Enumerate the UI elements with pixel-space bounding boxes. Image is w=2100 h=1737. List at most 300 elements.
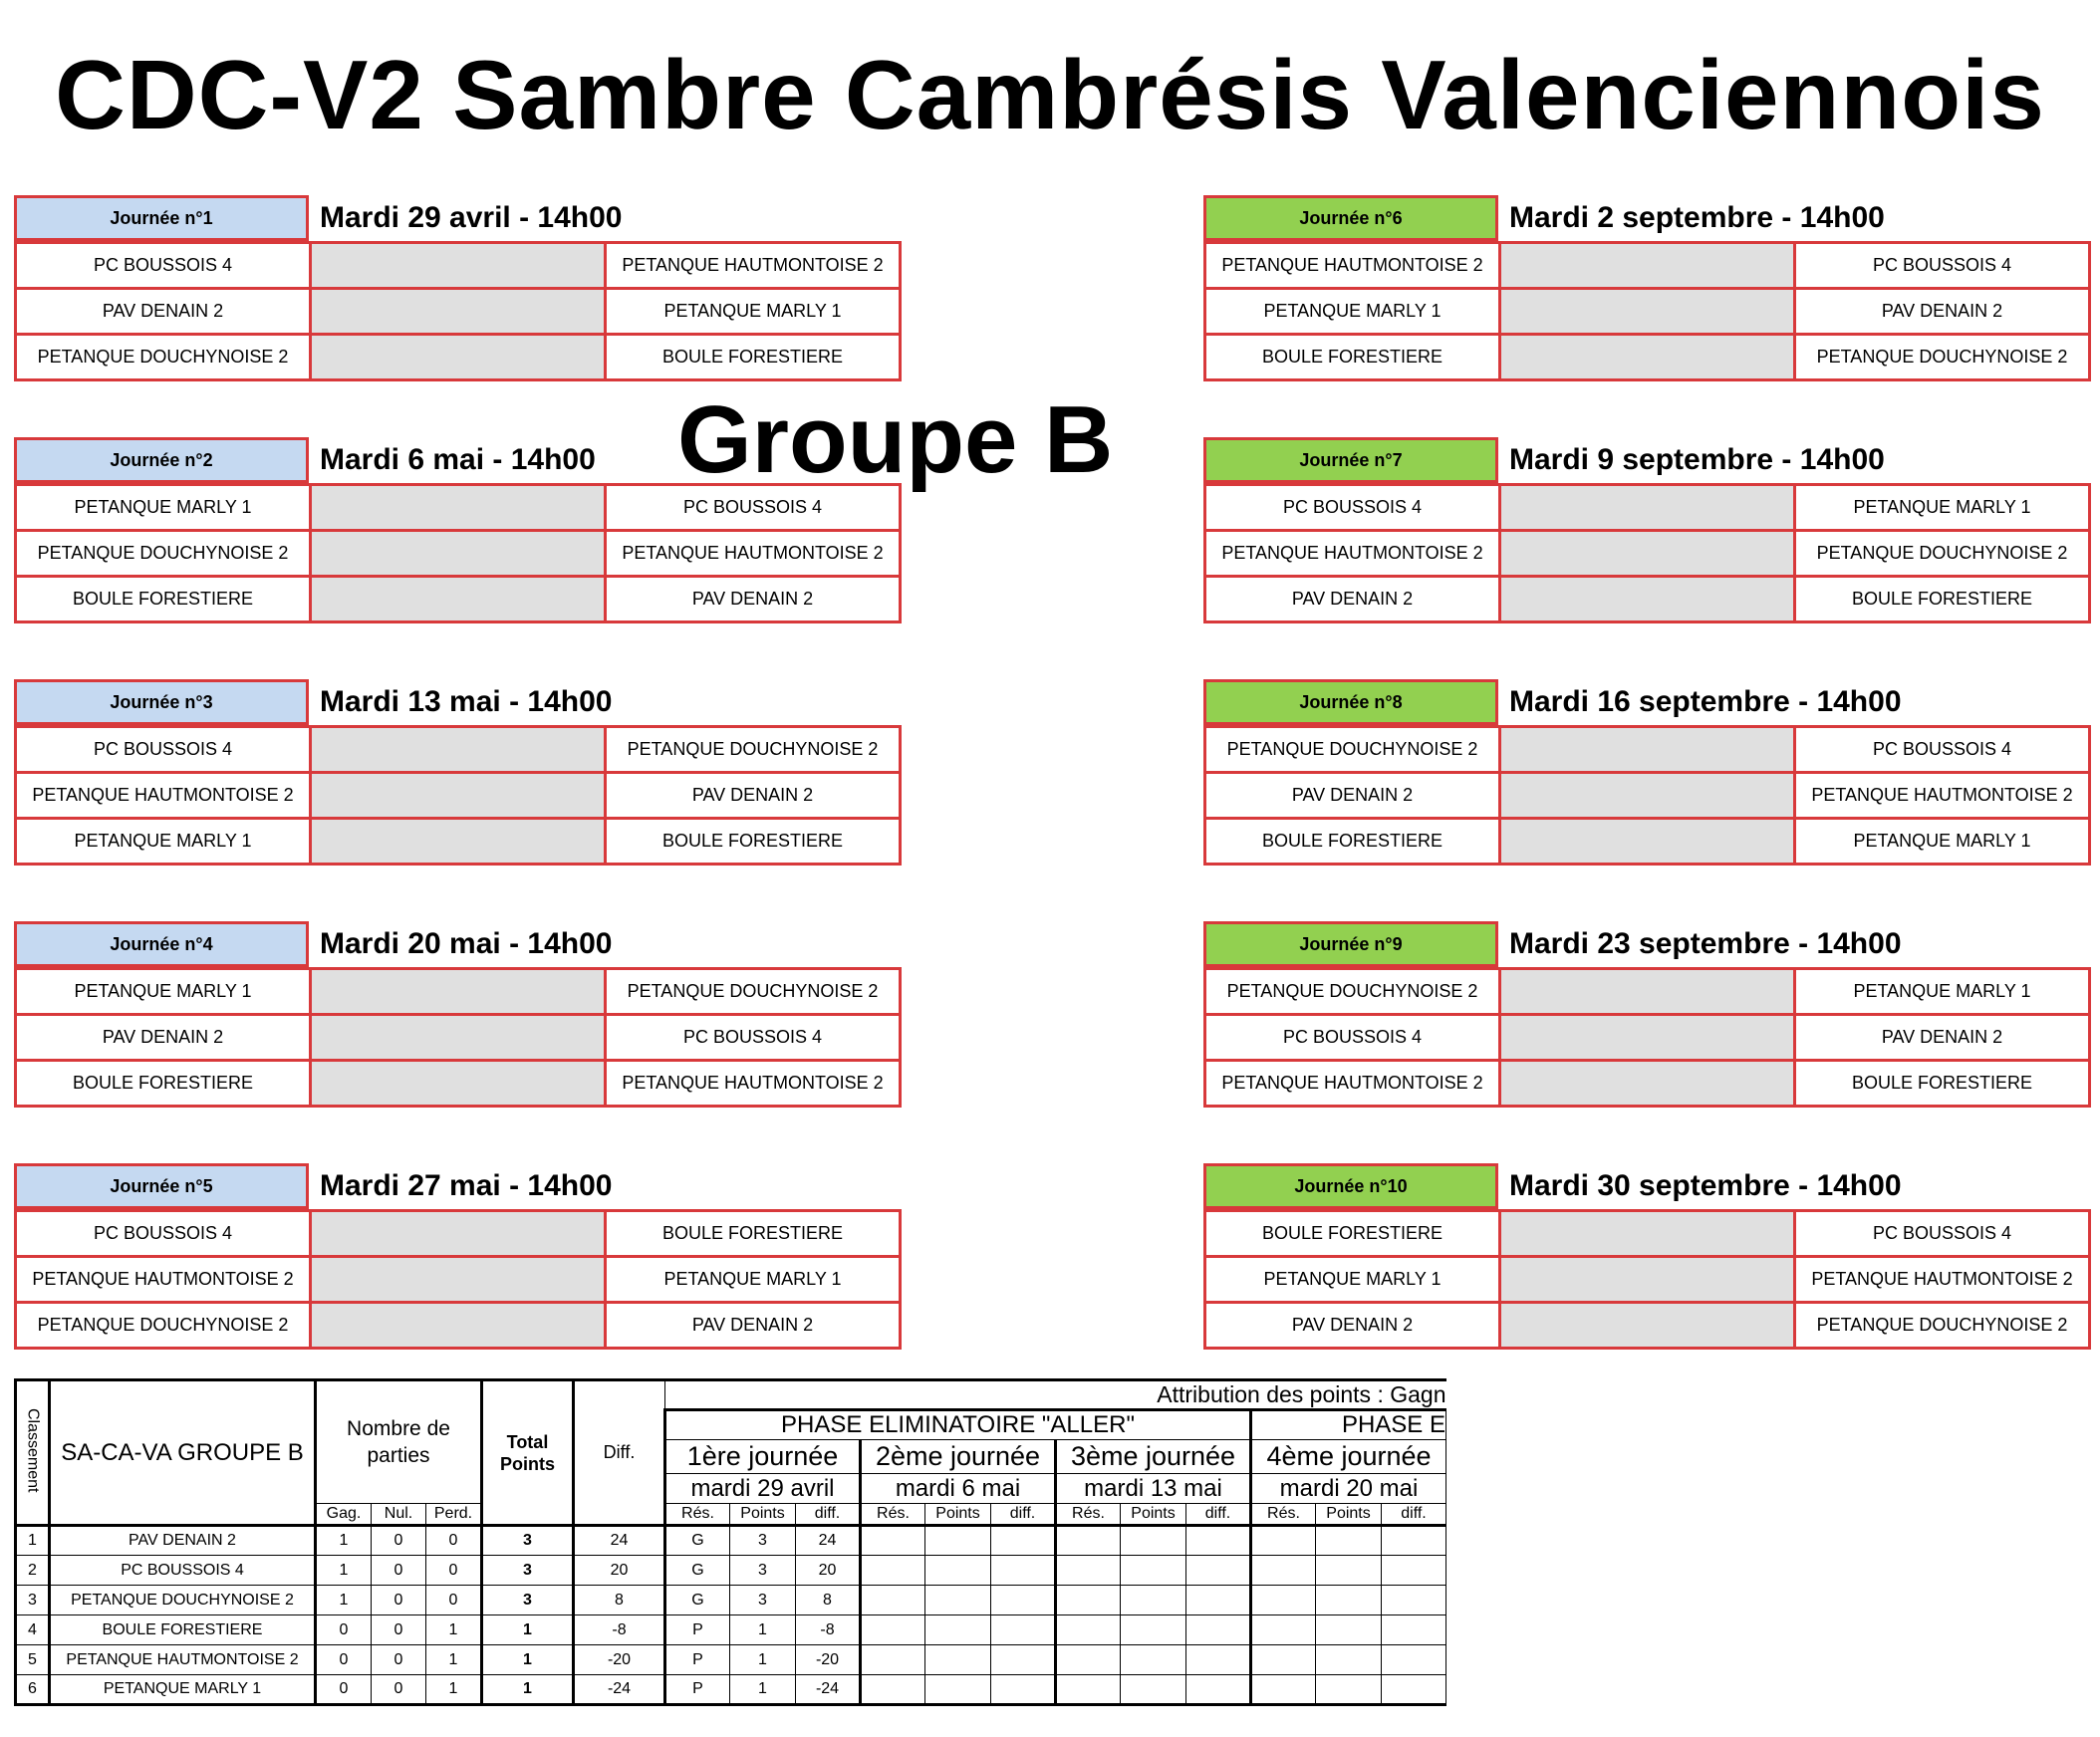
home-team: PC BOUSSOIS 4 — [1205, 485, 1500, 531]
score-cell[interactable] — [311, 1211, 606, 1257]
cell-j2-d — [991, 1675, 1056, 1705]
cell-gag: 0 — [316, 1675, 372, 1705]
home-team: PETANQUE DOUCHYNOISE 2 — [1205, 969, 1500, 1015]
home-team: PAV DENAIN 2 — [1205, 773, 1500, 819]
away-team: PC BOUSSOIS 4 — [1795, 1211, 2090, 1257]
match-day-6 — [1203, 195, 2100, 389]
matches-table — [14, 241, 902, 381]
journee-name-header: 2ème journée — [861, 1440, 1056, 1474]
journee-date-header: mardi 20 mai — [1251, 1474, 1446, 1504]
match-row — [16, 773, 901, 819]
away-team: PETANQUE DOUCHYNOISE 2 — [606, 969, 901, 1015]
journee-date: Mardi 20 mai - 14h00 — [320, 927, 613, 960]
away-team: PAV DENAIN 2 — [1795, 289, 2090, 335]
cell-j3-d — [1186, 1526, 1251, 1556]
cell-j2-pts — [925, 1615, 991, 1645]
match-row — [1205, 531, 2090, 577]
score-cell[interactable] — [1500, 1257, 1795, 1303]
home-team: PETANQUE HAUTMONTOISE 2 — [1205, 531, 1500, 577]
score-cell[interactable] — [311, 335, 606, 380]
journee-label: Journée n°9 — [1203, 921, 1498, 967]
standings-row — [16, 1556, 1446, 1586]
cell-team: PETANQUE HAUTMONTOISE 2 — [50, 1645, 316, 1675]
match-row — [1205, 727, 2090, 773]
cell-team: PC BOUSSOIS 4 — [50, 1556, 316, 1586]
diff-subheader: diff. — [1186, 1504, 1251, 1526]
away-team: PETANQUE DOUCHYNOISE 2 — [1795, 531, 2090, 577]
home-team: BOULE FORESTIERE — [1205, 1211, 1500, 1257]
home-team: PAV DENAIN 2 — [1205, 577, 1500, 622]
journee-label: Journée n°6 — [1203, 195, 1498, 241]
match-row — [16, 1061, 901, 1107]
diff-subheader: diff. — [796, 1504, 861, 1526]
cell-j3-d — [1186, 1675, 1251, 1705]
group-label: Groupe B — [677, 386, 1114, 493]
cell-perd: 1 — [426, 1615, 482, 1645]
cell-perd: 1 — [426, 1645, 482, 1675]
away-team: PC BOUSSOIS 4 — [1795, 727, 2090, 773]
home-team: PAV DENAIN 2 — [16, 289, 311, 335]
cell-j3-res — [1056, 1586, 1121, 1615]
home-team: PETANQUE HAUTMONTOISE 2 — [16, 773, 311, 819]
match-day-5 — [14, 1163, 911, 1358]
away-team: PC BOUSSOIS 4 — [606, 485, 901, 531]
home-team: PC BOUSSOIS 4 — [1205, 1015, 1500, 1061]
cell-rank: 3 — [16, 1586, 50, 1615]
cell-j3-d — [1186, 1615, 1251, 1645]
cell-team: PETANQUE DOUCHYNOISE 2 — [50, 1586, 316, 1615]
away-team: BOULE FORESTIERE — [1795, 1061, 2090, 1107]
score-cell[interactable] — [311, 1061, 606, 1107]
match-row — [1205, 243, 2090, 289]
journee-name-header: 3ème journée — [1056, 1440, 1251, 1474]
away-team: PETANQUE MARLY 1 — [606, 1257, 901, 1303]
cell-j3-pts — [1121, 1526, 1186, 1556]
cell-j2-d — [991, 1645, 1056, 1675]
home-team: PETANQUE HAUTMONTOISE 2 — [1205, 243, 1500, 289]
journee-date-header: mardi 29 avril — [665, 1474, 861, 1504]
score-cell[interactable] — [311, 727, 606, 773]
score-cell[interactable] — [311, 531, 606, 577]
away-team: PAV DENAIN 2 — [606, 577, 901, 622]
cell-nul: 0 — [372, 1645, 426, 1675]
cell-j2-pts — [925, 1586, 991, 1615]
score-cell[interactable] — [311, 969, 606, 1015]
res-subheader: Rés. — [1056, 1504, 1121, 1526]
cell-j3-pts — [1121, 1586, 1186, 1615]
score-cell[interactable] — [311, 1303, 606, 1349]
res-subheader: Rés. — [1251, 1504, 1316, 1526]
away-team: PETANQUE DOUCHYNOISE 2 — [606, 727, 901, 773]
cell-nul: 0 — [372, 1675, 426, 1705]
cell-gag: 1 — [316, 1586, 372, 1615]
cell-total: 1 — [482, 1615, 574, 1645]
cell-total: 3 — [482, 1526, 574, 1556]
cell-team: BOULE FORESTIERE — [50, 1615, 316, 1645]
match-row — [1205, 819, 2090, 865]
cell-total: 1 — [482, 1645, 574, 1675]
away-team: PAV DENAIN 2 — [606, 773, 901, 819]
cell-j3-pts — [1121, 1556, 1186, 1586]
match-row — [1205, 969, 2090, 1015]
score-cell[interactable] — [311, 289, 606, 335]
cell-j4-pts — [1316, 1556, 1382, 1586]
journee-date: Mardi 2 septembre - 14h00 — [1509, 201, 1885, 234]
cell-j1-res: G — [665, 1526, 730, 1556]
away-team: PETANQUE HAUTMONTOISE 2 — [1795, 773, 2090, 819]
score-cell[interactable] — [311, 1015, 606, 1061]
match-row — [1205, 1015, 2090, 1061]
standings-row — [16, 1586, 1446, 1615]
cell-diff: 8 — [574, 1586, 665, 1615]
cell-j4-res — [1251, 1586, 1316, 1615]
match-day-9 — [1203, 921, 2100, 1116]
res-subheader: Rés. — [861, 1504, 925, 1526]
points-subheader: Points — [730, 1504, 796, 1526]
cell-j1-d: 20 — [796, 1556, 861, 1586]
matches-table — [1203, 725, 2091, 866]
phase-aller-header: PHASE ELIMINATOIRE "ALLER" — [665, 1410, 1251, 1440]
cell-gag: 1 — [316, 1526, 372, 1556]
away-team: PETANQUE DOUCHYNOISE 2 — [1795, 335, 2090, 380]
match-day-7 — [1203, 437, 2100, 631]
page-title: CDC-V2 Sambre Cambrésis Valenciennois — [55, 40, 2045, 149]
journee-name-header: 4ème journée — [1251, 1440, 1446, 1474]
cell-j3-pts — [1121, 1675, 1186, 1705]
cell-j2-d — [991, 1556, 1056, 1586]
cell-j2-res — [861, 1526, 925, 1556]
cell-j1-res: P — [665, 1645, 730, 1675]
cell-j2-pts — [925, 1526, 991, 1556]
match-row — [1205, 485, 2090, 531]
score-cell[interactable] — [311, 243, 606, 289]
cell-j1-d: -20 — [796, 1645, 861, 1675]
cell-j1-pts: 3 — [730, 1556, 796, 1586]
matches-table — [14, 725, 902, 866]
cell-j4-d — [1382, 1615, 1446, 1645]
matches-table — [1203, 241, 2091, 381]
match-row — [16, 243, 901, 289]
cell-diff: 24 — [574, 1526, 665, 1556]
score-cell[interactable] — [311, 485, 606, 531]
home-team: PC BOUSSOIS 4 — [16, 727, 311, 773]
journee-date: Mardi 16 septembre - 14h00 — [1509, 685, 1902, 718]
cell-j3-pts — [1121, 1645, 1186, 1675]
cell-gag: 1 — [316, 1556, 372, 1586]
match-row — [16, 335, 901, 380]
matches-table — [14, 1209, 902, 1350]
nul-subheader: Nul. — [372, 1504, 426, 1526]
home-team: PETANQUE DOUCHYNOISE 2 — [16, 531, 311, 577]
cell-rank: 1 — [16, 1526, 50, 1556]
away-team: PETANQUE HAUTMONTOISE 2 — [606, 531, 901, 577]
cell-j1-res: P — [665, 1675, 730, 1705]
away-team: PAV DENAIN 2 — [1795, 1015, 2090, 1061]
cell-rank: 6 — [16, 1675, 50, 1705]
cell-j3-pts — [1121, 1615, 1186, 1645]
match-row — [1205, 1061, 2090, 1107]
match-row — [16, 1211, 901, 1257]
standings-row — [16, 1526, 1446, 1556]
score-cell[interactable] — [1500, 969, 1795, 1015]
match-row — [16, 1015, 901, 1061]
cell-diff: -24 — [574, 1675, 665, 1705]
standings-row — [16, 1675, 1446, 1705]
home-team: BOULE FORESTIERE — [1205, 819, 1500, 865]
match-day-10 — [1203, 1163, 2100, 1358]
journee-label: Journée n°10 — [1203, 1163, 1498, 1209]
away-team: BOULE FORESTIERE — [1795, 577, 2090, 622]
journee-label: Journée n°3 — [14, 679, 309, 725]
away-team: BOULE FORESTIERE — [606, 335, 901, 380]
journee-date: Mardi 13 mai - 14h00 — [320, 685, 613, 718]
score-cell[interactable] — [1500, 819, 1795, 865]
journee-label: Journée n°8 — [1203, 679, 1498, 725]
cell-j2-pts — [925, 1675, 991, 1705]
score-cell[interactable] — [1500, 773, 1795, 819]
away-team: PETANQUE HAUTMONTOISE 2 — [606, 1061, 901, 1107]
score-cell[interactable] — [1500, 531, 1795, 577]
home-team: PETANQUE DOUCHYNOISE 2 — [16, 335, 311, 380]
cell-j2-d — [991, 1526, 1056, 1556]
score-cell[interactable] — [311, 1257, 606, 1303]
cell-diff: 20 — [574, 1556, 665, 1586]
match-row — [1205, 773, 2090, 819]
score-cell[interactable] — [1500, 485, 1795, 531]
score-cell[interactable] — [1500, 577, 1795, 622]
match-day-8 — [1203, 679, 2100, 873]
cell-j1-d: 8 — [796, 1586, 861, 1615]
classement-header: Classement — [16, 1380, 50, 1526]
cell-gag: 0 — [316, 1645, 372, 1675]
match-day-3 — [14, 679, 911, 873]
cell-j4-d — [1382, 1526, 1446, 1556]
cell-j2-d — [991, 1615, 1056, 1645]
away-team: PC BOUSSOIS 4 — [606, 1015, 901, 1061]
cell-j1-pts: 3 — [730, 1526, 796, 1556]
match-row — [1205, 1211, 2090, 1257]
cell-j4-d — [1382, 1586, 1446, 1615]
journee-date: Mardi 29 avril - 14h00 — [320, 201, 623, 234]
away-team: PETANQUE MARLY 1 — [606, 289, 901, 335]
cell-j4-pts — [1316, 1645, 1382, 1675]
cell-j3-res — [1056, 1556, 1121, 1586]
match-row — [16, 289, 901, 335]
score-cell[interactable] — [311, 577, 606, 622]
journee-date: Mardi 9 septembre - 14h00 — [1509, 443, 1885, 476]
diff-header: Diff. — [574, 1380, 665, 1526]
diff-subheader: diff. — [1382, 1504, 1446, 1526]
score-cell[interactable] — [1500, 727, 1795, 773]
away-team: PETANQUE MARLY 1 — [1795, 969, 2090, 1015]
journee-label: Journée n°1 — [14, 195, 309, 241]
cell-j1-d: 24 — [796, 1526, 861, 1556]
away-team: PETANQUE MARLY 1 — [1795, 819, 2090, 865]
cell-gag: 0 — [316, 1615, 372, 1645]
cell-team: PETANQUE MARLY 1 — [50, 1675, 316, 1705]
score-cell[interactable] — [1500, 1061, 1795, 1107]
journee-name-header: 1ère journée — [665, 1440, 861, 1474]
cell-j2-pts — [925, 1645, 991, 1675]
match-row — [16, 1303, 901, 1349]
match-row — [16, 1257, 901, 1303]
diff-subheader: diff. — [991, 1504, 1056, 1526]
matches-table — [1203, 967, 2091, 1108]
home-team: PETANQUE DOUCHYNOISE 2 — [1205, 727, 1500, 773]
matches-table — [14, 483, 902, 623]
standings-wrapper — [14, 1378, 1454, 1732]
home-team: PETANQUE HAUTMONTOISE 2 — [1205, 1061, 1500, 1107]
journee-label: Journée n°4 — [14, 921, 309, 967]
match-row — [1205, 289, 2090, 335]
cell-j1-pts: 1 — [730, 1645, 796, 1675]
cell-diff: -20 — [574, 1645, 665, 1675]
cell-j3-d — [1186, 1586, 1251, 1615]
match-day-4 — [14, 921, 911, 1116]
home-team: PAV DENAIN 2 — [1205, 1303, 1500, 1349]
score-cell[interactable] — [1500, 289, 1795, 335]
home-team: PETANQUE DOUCHYNOISE 2 — [16, 1303, 311, 1349]
cell-total: 3 — [482, 1556, 574, 1586]
cell-j3-res — [1056, 1526, 1121, 1556]
points-subheader: Points — [1121, 1504, 1186, 1526]
match-row — [16, 577, 901, 622]
cell-j1-res: G — [665, 1556, 730, 1586]
away-team: BOULE FORESTIERE — [606, 1211, 901, 1257]
home-team: BOULE FORESTIERE — [16, 577, 311, 622]
journee-date: Mardi 27 mai - 14h00 — [320, 1169, 613, 1202]
cell-total: 3 — [482, 1586, 574, 1615]
score-cell[interactable] — [1500, 335, 1795, 380]
journee-label: Journée n°5 — [14, 1163, 309, 1209]
home-team: PC BOUSSOIS 4 — [16, 1211, 311, 1257]
phase-next-header: PHASE E — [1251, 1410, 1446, 1440]
cell-nul: 0 — [372, 1526, 426, 1556]
match-row — [1205, 577, 2090, 622]
cell-j2-d — [991, 1586, 1056, 1615]
cell-rank: 2 — [16, 1556, 50, 1586]
cell-j4-res — [1251, 1615, 1316, 1645]
cell-j3-res — [1056, 1675, 1121, 1705]
cell-j3-res — [1056, 1645, 1121, 1675]
cell-j4-pts — [1316, 1586, 1382, 1615]
standings-row — [16, 1645, 1446, 1675]
home-team: PETANQUE MARLY 1 — [1205, 1257, 1500, 1303]
cell-j1-pts: 1 — [730, 1615, 796, 1645]
cell-j4-d — [1382, 1556, 1446, 1586]
res-subheader: Rés. — [665, 1504, 730, 1526]
match-row — [16, 819, 901, 865]
cell-j1-pts: 1 — [730, 1675, 796, 1705]
cell-j2-res — [861, 1645, 925, 1675]
cell-j3-res — [1056, 1615, 1121, 1645]
standings-table — [14, 1378, 1446, 1706]
attribution-text: Attribution des points : Gagn — [665, 1380, 1446, 1410]
cell-j2-res — [861, 1556, 925, 1586]
points-subheader: Points — [1316, 1504, 1382, 1526]
cell-j4-d — [1382, 1645, 1446, 1675]
cell-j4-res — [1251, 1526, 1316, 1556]
away-team: PETANQUE DOUCHYNOISE 2 — [1795, 1303, 2090, 1349]
cell-j4-res — [1251, 1675, 1316, 1705]
journee-date: Mardi 30 septembre - 14h00 — [1509, 1169, 1902, 1202]
cell-j1-d: -24 — [796, 1675, 861, 1705]
match-day-2 — [14, 437, 911, 631]
match-row — [16, 485, 901, 531]
cell-j1-res: G — [665, 1586, 730, 1615]
perd-subheader: Perd. — [426, 1504, 482, 1526]
home-team: PETANQUE MARLY 1 — [16, 485, 311, 531]
cell-diff: -8 — [574, 1615, 665, 1645]
away-team: PAV DENAIN 2 — [606, 1303, 901, 1349]
home-team: PETANQUE MARLY 1 — [16, 819, 311, 865]
score-cell[interactable] — [1500, 1211, 1795, 1257]
cell-j3-d — [1186, 1556, 1251, 1586]
score-cell[interactable] — [1500, 1015, 1795, 1061]
match-row — [1205, 1257, 2090, 1303]
cell-j4-pts — [1316, 1526, 1382, 1556]
cell-perd: 1 — [426, 1675, 482, 1705]
gag-subheader: Gag. — [316, 1504, 372, 1526]
journee-date-header: mardi 13 mai — [1056, 1474, 1251, 1504]
cell-j2-res — [861, 1615, 925, 1645]
cell-nul: 0 — [372, 1615, 426, 1645]
points-subheader: Points — [925, 1504, 991, 1526]
parties-header: Nombre de parties — [316, 1380, 482, 1504]
journee-label: Journée n°2 — [14, 437, 309, 483]
home-team: PETANQUE HAUTMONTOISE 2 — [16, 1257, 311, 1303]
away-team: PETANQUE HAUTMONTOISE 2 — [1795, 1257, 2090, 1303]
matches-table — [1203, 1209, 2091, 1350]
journee-date: Mardi 6 mai - 14h00 — [320, 443, 596, 476]
cell-j4-pts — [1316, 1675, 1382, 1705]
cell-rank: 4 — [16, 1615, 50, 1645]
match-row — [1205, 335, 2090, 380]
cell-team: PAV DENAIN 2 — [50, 1526, 316, 1556]
home-team: PETANQUE MARLY 1 — [1205, 289, 1500, 335]
cell-perd: 0 — [426, 1586, 482, 1615]
away-team: PC BOUSSOIS 4 — [1795, 243, 2090, 289]
score-cell[interactable] — [1500, 243, 1795, 289]
cell-j1-d: -8 — [796, 1615, 861, 1645]
home-team: PAV DENAIN 2 — [16, 1015, 311, 1061]
score-cell[interactable] — [1500, 1303, 1795, 1349]
score-cell[interactable] — [311, 773, 606, 819]
cell-perd: 0 — [426, 1526, 482, 1556]
match-row — [16, 969, 901, 1015]
cell-total: 1 — [482, 1675, 574, 1705]
journee-label: Journée n°7 — [1203, 437, 1498, 483]
cell-nul: 0 — [372, 1556, 426, 1586]
matches-table — [14, 967, 902, 1108]
cell-j4-res — [1251, 1645, 1316, 1675]
matches-table — [1203, 483, 2091, 623]
home-team: PETANQUE MARLY 1 — [16, 969, 311, 1015]
standings-row — [16, 1615, 1446, 1645]
journee-date-header: mardi 6 mai — [861, 1474, 1056, 1504]
cell-j4-res — [1251, 1556, 1316, 1586]
away-team: PETANQUE MARLY 1 — [1795, 485, 2090, 531]
home-team: PC BOUSSOIS 4 — [16, 243, 311, 289]
group-header: SA-CA-VA GROUPE B — [50, 1380, 316, 1526]
match-row — [16, 727, 901, 773]
away-team: BOULE FORESTIERE — [606, 819, 901, 865]
score-cell[interactable] — [311, 819, 606, 865]
cell-nul: 0 — [372, 1586, 426, 1615]
cell-j3-d — [1186, 1645, 1251, 1675]
home-team: BOULE FORESTIERE — [16, 1061, 311, 1107]
cell-j2-res — [861, 1675, 925, 1705]
